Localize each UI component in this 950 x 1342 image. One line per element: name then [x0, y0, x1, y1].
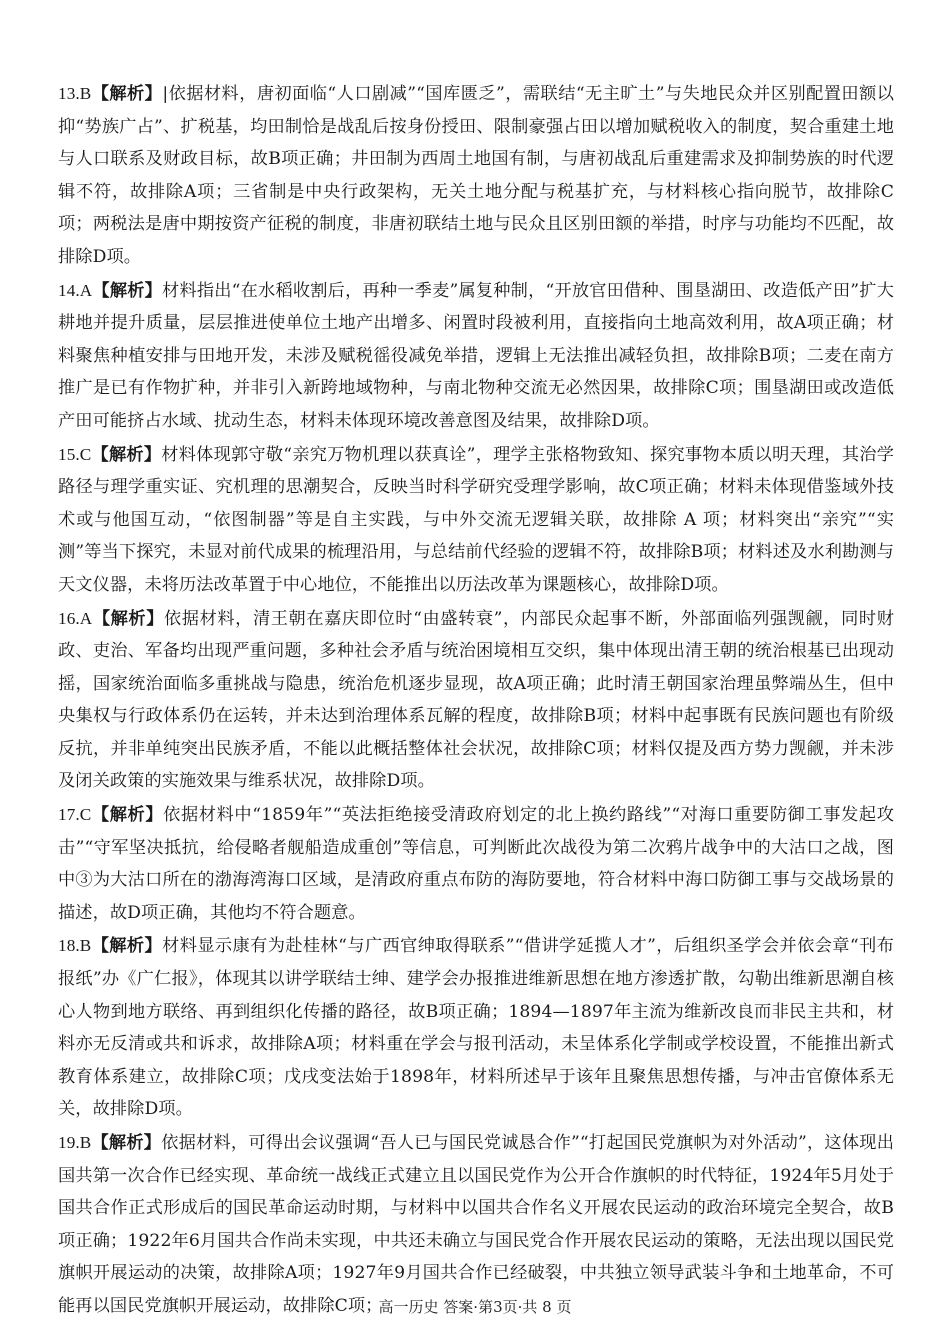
- answer-item-17: [58, 799, 894, 929]
- item-tag: 【解析】: [91, 805, 164, 826]
- item-tag: 【解析】: [91, 936, 163, 957]
- item-answer: B: [79, 936, 92, 956]
- item-answer: B: [79, 84, 92, 103]
- item-tag: 【解析】: [91, 444, 162, 465]
- item-tag: 【解析】: [91, 1133, 162, 1153]
- item-answer: A: [79, 280, 93, 300]
- item-answer: C: [79, 444, 92, 464]
- page-footer: 高一历史 答案·第3页·共 8 页: [378, 1298, 572, 1316]
- item-text: 材料指出“在水稻收割后，再种一季麦”属复种制，“开放官田借种、围垦湖田、改造低产田”扩大耕地并提升质量，层层推进使单位土地产出增多、闲置时段被利用，直接指向土地高效利用，故A项正确；材料聚焦种植安排与田地开发，未涉及赋税徭役减免举措，逻辑上无法推出减轻负担，故排除B项；二麦在南方推广是已有作物扩种，并非引入新跨地域物种，与南北物种交流无必然因果，故排除C项；围垦湖田或改造低产田可能挤占水域、扰动生态，材料未体现环境改善意图及结果，故排除D项。: [58, 280, 894, 431]
- item-text: |依据材料，唐初面临“人口剧减”“国库匮乏”，需联结“无主旷土”与失地民众并区别配置田额以抑“势族广占”、扩税基，均田制恰是战乱后按身份授田、限制豪强占田以增加赋税收入的制度，契合重建土地与人口联系及财政目标，故B项正确；井田制为西周土地国有制，与唐初战乱后重建需求及抑制势族的时代逻辑不符，故排除A项；三省制是中央行政架构，无关土地分配与税基扩充，与材料核心指向脱节，故排除C项；两税法是唐中期按资产征税的制度，非唐初联结土地与民众且区别田额的举措，时序与功能均不匹配，故排除D项。: [58, 84, 895, 267]
- answer-item-18: [58, 930, 894, 1126]
- item-number: 14.: [58, 280, 80, 300]
- item-tag: 【解析】: [91, 84, 163, 104]
- item-text: 依据材料中“1859年”“英法拒绝接受清政府划定的北上换约路线”“对海口重要防御工事发起攻击”“守军坚决抵抗，给侵略者舰船造成重创”等信息，可判断此次战役为第二次鸦片战争中的大沽口之战，图中③为大沽口所在的渤海湾海口区域，是清政府重点布防的海防要地，符合材料中海口防御工事与交战场景的描述，故D项正确，其他均不符合题意。: [58, 805, 894, 923]
- answer-item-16: [58, 603, 894, 799]
- answer-item-13: [58, 78, 894, 274]
- item-answer: B: [79, 1133, 92, 1152]
- answer-item-19: [58, 1127, 894, 1323]
- item-answer: A: [79, 608, 93, 628]
- item-number: 16.: [58, 608, 80, 628]
- item-number: 15.: [58, 444, 80, 464]
- answer-page: [58, 78, 894, 1324]
- item-text: 材料显示康有为赴桂林“与广西官绅取得联系”“借讲学延揽人才”，后组织圣学会并依会章“刊布报纸”办《广仁报》，体现其以讲学联结士绅、建学会办报推进维新思想在地方渗透扩散，勾勒出维新思潮自核心人物到地方联络、再到组织化传播的路径，故B项正确；1894—1897年主流为维新改良而非民主共和，材料亦无反清或共和诉求，故排除A项；材料重在学会与报刊活动，未呈体系化学制或学校设置，不能推出新式教育体系建立，故排除C项；戊戌变法始于1898年，材料所述早于该年且聚焦思想传播，与冲击官僚体系无关，故排除D项。: [58, 936, 894, 1120]
- item-number: 13.: [58, 84, 80, 103]
- item-number: 17.: [58, 805, 80, 825]
- item-text: 依据材料，清王朝在嘉庆即位时“由盛转衰”，内部民众起事不断，外部面临列强觊觎，同时财政、吏治、军备均出现严重问题，多种社会矛盾与统治困境相互交织，集中体现出清王朝的统治根基已出现动摇，国家统治面临多重挑战与隐患，统治危机逐步显现，故A项正确；此时清王朝国家治理虽弊端丛生，但中央集权与行政体系仍在运转，并未达到治理体系瓦解的程度，故排除B项；材料中起事既有民族问题也有阶级反抗，并非单纯突出民族矛盾，不能以此概括整体社会状况，故排除C项；材料仅提及西方势力觊觎，并未涉及闭关政策的实施效果与维系状况，故排除D项。: [58, 608, 894, 792]
- item-number: 19.: [58, 1133, 80, 1152]
- item-number: 18.: [58, 936, 80, 956]
- answer-item-14: [58, 275, 894, 438]
- item-tag: 【解析】: [92, 608, 164, 629]
- item-text: 依据材料，可得出会议强调“吾人已与国民党诚恳合作”“打起国民党旗帜为对外活动”，这体现出国共第一次合作已经实现、革命统一战线正式建立且以国民党作为公开合作旗帜的时代特征，1924年5月处于国共合作正式形成后的国民革命运动时期，与材料中以国共合作名义开展农民运动的政治环境完全契合，故B项正确；1922年6月国共合作尚未实现，中共还未确立与国民党合作开展农民运动的策略，无法出现以国民党旗帜开展运动的决策，故排除A项；1927年9月国共合作已经破裂，中共独立领导武装斗争和土地革命，不可能再以国民党旗帜开展运动，故排除C项；: [58, 1133, 894, 1316]
- answer-item-15: [58, 439, 894, 602]
- item-tag: 【解析】: [92, 280, 163, 301]
- item-text: 材料体现郭守敬“亲究万物机理以获真诠”，理学主张格物致知、探究事物本质以明天理，其治学路径与理学重实证、究机理的思潮契合，反映当时科学研究受理学影响，故C项正确；材料未体现借鉴域外技术或与他国互动，“依图制器”等是自主实践，与中外交流无逻辑关联，故排除 A 项；材料突出“亲究”“实测”等当下探究，未显对前代成果的梳理沿用，与总结前代经验的逻辑不符，故排除B项；材料述及水利勘测与天文仪器，未将历法改革置于中心地位，不能推出以历法改革为课题核心，故排除D项。: [58, 444, 894, 595]
- item-answer: C: [79, 805, 92, 825]
